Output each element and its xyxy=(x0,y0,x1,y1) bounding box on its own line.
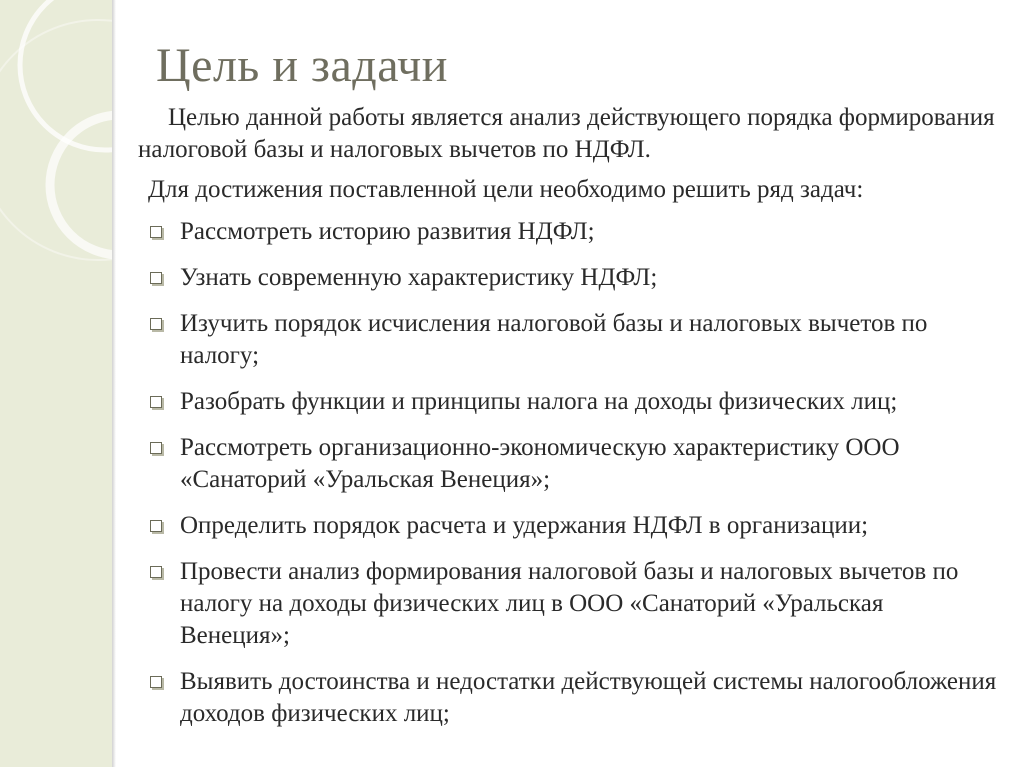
task-item xyxy=(148,510,998,542)
square-bullet-icon xyxy=(150,272,162,284)
decorative-side-band xyxy=(0,0,112,767)
square-bullet-icon xyxy=(150,318,162,330)
square-bullet-icon xyxy=(150,226,162,238)
square-bullet-icon xyxy=(150,676,162,688)
task-item xyxy=(148,432,998,496)
intro-paragraph: Целью данной работы является анализ действующего порядка формирования налоговой базы и налоговых вычетов по НДФЛ. xyxy=(138,104,995,163)
slide-body xyxy=(138,102,998,744)
task-item xyxy=(148,308,998,372)
task-item xyxy=(148,556,998,652)
square-bullet-icon xyxy=(150,442,162,454)
task-item xyxy=(148,666,998,730)
task-item xyxy=(148,216,998,248)
task-text: Изучить порядок исчисления налоговой базы и налоговых вычетов по налогу; xyxy=(180,310,928,369)
square-bullet-icon xyxy=(150,396,162,408)
task-item xyxy=(148,262,998,294)
lead-paragraph: Для достижения поставленной цели необходимо решить ряд задач: xyxy=(148,176,864,203)
task-list xyxy=(148,216,998,730)
task-text: Рассмотреть историю развития НДФЛ; xyxy=(180,218,595,245)
task-text: Узнать современную характеристику НДФЛ; xyxy=(180,264,658,291)
task-text: Выявить достоинства и недостатки действующей системы налогообложения доходов физических лиц; xyxy=(180,668,997,727)
task-text: Провести анализ формирования налоговой базы и налоговых вычетов по налогу на доходы физических лиц в ООО «Санаторий «Уральская Венеция»; xyxy=(180,558,959,649)
task-text: Разобрать функции и принципы налога на доходы физических лиц; xyxy=(180,388,898,415)
square-bullet-icon xyxy=(150,566,162,578)
band-divider xyxy=(112,0,116,767)
task-item xyxy=(148,386,998,418)
task-text: Рассмотреть организационно-экономическую характеристику ООО «Санаторий «Уральская Венеция»; xyxy=(180,434,900,493)
slide-title: Цель и задачи xyxy=(156,39,448,92)
decorative-circles-graphic xyxy=(0,0,112,767)
square-bullet-icon xyxy=(150,520,162,532)
task-text: Определить порядок расчета и удержания НДФЛ в организации; xyxy=(180,512,869,539)
